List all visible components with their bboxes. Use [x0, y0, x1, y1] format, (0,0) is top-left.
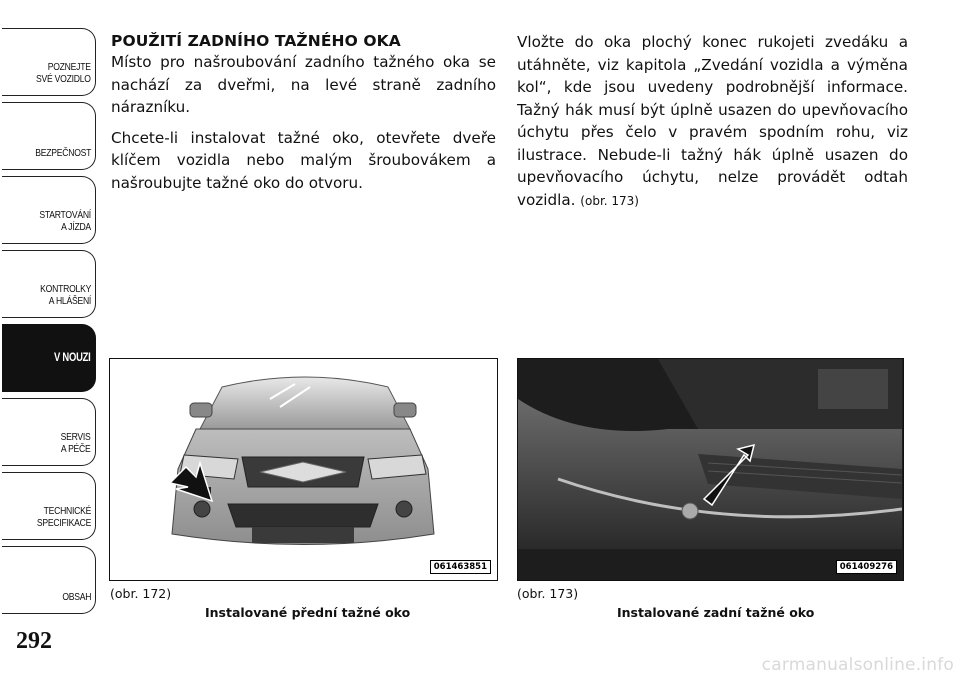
paragraph-text: Vložte do oka plochý konec rukojeti zvedáku a utáhněte, viz kapitola „Zvedání vozidla a výměna kol“, kde jsou uvedeny podrobnější informace. Tažný hák musí být úplně usazen do upevňovacího úchytu přes čelo v pravém spodním rohu, viz ilustrace. Nebude-li tažný hák úplně usazen do upevňovacího úchytu, nelze provádět odtah vozidla. [517, 33, 908, 209]
figure-code: 061409276 [836, 560, 897, 574]
tab-label: BEZPEČNOST [35, 147, 91, 159]
figure-front-tow-eye [109, 358, 498, 581]
figure-label: (obr. 172) [110, 586, 172, 601]
left-column [111, 31, 496, 202]
paragraph: Místo pro našroubování zadního tažného oka se nachází za dveřmi, na levé straně zadního nárazníku. [111, 53, 496, 116]
section-heading: POUŽITÍ ZADNÍHO TAŽNÉHO OKA [111, 32, 401, 50]
tab-label: OBSAH [62, 591, 91, 603]
chapter-sidebar [0, 0, 100, 678]
tab-emergency[interactable] [2, 324, 96, 392]
figure-label: (obr. 173) [517, 586, 579, 601]
figure-caption: Instalované zadní tažné oko [617, 605, 815, 620]
front-car-illustration [110, 359, 496, 579]
page-number: 292 [16, 628, 52, 654]
tab-label: STARTOVÁNÍ A JÍZDA [39, 209, 91, 233]
watermark: carmanualsonline.info [761, 655, 954, 675]
figure-caption: Instalované přední tažné oko [205, 605, 411, 620]
tab-technical-specs[interactable] [2, 472, 96, 540]
tab-safety[interactable] [2, 102, 96, 170]
tab-starting-driving[interactable] [2, 176, 96, 244]
tab-contents[interactable] [2, 546, 96, 614]
tab-know-your-vehicle[interactable] [2, 28, 96, 96]
paragraph [517, 31, 908, 212]
figure-code: 061463851 [430, 560, 491, 574]
tab-label: V NOUZI [54, 352, 91, 364]
right-column [517, 31, 908, 220]
tab-service-care[interactable] [2, 398, 96, 466]
tab-label: SERVIS A PÉČE [61, 431, 91, 455]
tab-label: TECHNICKÉ SPECIFIKACE [36, 505, 91, 529]
figure-rear-tow-eye [517, 358, 904, 581]
rear-bumper-illustration [518, 359, 902, 579]
tab-warning-lights[interactable] [2, 250, 96, 318]
figure-ref: (obr. 173) [580, 193, 639, 208]
tab-label: KONTROLKY A HLÁŠENÍ [40, 283, 91, 307]
tab-label: POZNEJTE SVÉ VOZIDLO [36, 61, 91, 85]
paragraph: Chcete-li instalovat tažné oko, otevřete dveře klíčem vozidla nebo malým šroubovákem a našroubujte tažné oko do otvoru. [111, 128, 496, 192]
tow-eye [682, 503, 698, 519]
